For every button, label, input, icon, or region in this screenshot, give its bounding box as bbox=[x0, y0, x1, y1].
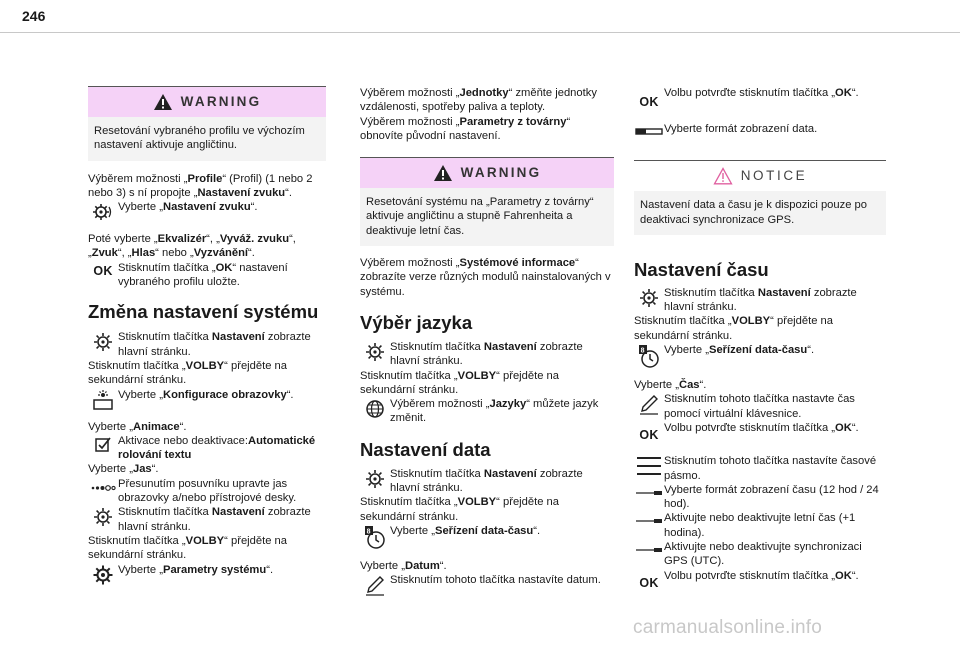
notice-triangle-icon bbox=[713, 167, 733, 185]
ok-button-label: OK bbox=[639, 575, 659, 590]
paragraph: Stisknutím tlačítka „VOLBY“ přejděte na sekundární stránku. bbox=[88, 534, 287, 562]
instruction-row: Stisknutím tohoto tlačítka nastavte čas pomocí virtuální klávesnice. bbox=[634, 392, 886, 421]
toggle-line-icon bbox=[635, 484, 663, 500]
settings-gear-icon bbox=[92, 331, 114, 353]
page-number: 246 bbox=[22, 8, 46, 24]
warning-triangle-icon bbox=[433, 164, 453, 182]
column-2 bbox=[360, 86, 614, 596]
paragraph: Stisknutím tlačítka „VOLBY“ přejděte na sekundární stránku. bbox=[360, 369, 559, 396]
date-time-clock-icon bbox=[637, 344, 661, 370]
instruction-row: Stisknutím tohoto tlačítka nastavíte časové pásmo. bbox=[634, 454, 886, 483]
instruction-row: Aktivujte nebo deaktivujte letní čas (+1 hodina). bbox=[634, 511, 886, 540]
paragraph: Vyberte „Jas“. bbox=[88, 463, 159, 476]
ok-button-label: OK bbox=[639, 95, 659, 109]
checkbox-icon bbox=[94, 435, 112, 453]
instruction-row: Vyberte „Konfigurace obrazovky“. bbox=[88, 388, 326, 411]
system-settings-icon bbox=[92, 564, 114, 586]
screen-brightness-icon bbox=[91, 389, 115, 411]
section-heading: Výběr jazyka bbox=[360, 311, 473, 333]
instruction-row: Vyberte formát zobrazení času (12 hod / 24 hod). bbox=[634, 483, 886, 512]
date-time-clock-icon bbox=[363, 525, 387, 551]
notice-title: NOTICE bbox=[740, 168, 808, 184]
paragraph: Výběrem možnosti „Profile“ (Profil) (1 nebo 2 nebo 3) s ní propojte „Nastavení zvuku“. bbox=[88, 172, 313, 199]
instruction-row: OK Volbu potvrďte stisknutím tlačítka „OK“. bbox=[634, 421, 886, 442]
paragraph: Stisknutím tlačítka „VOLBY“ přejděte na sekundární stránku. bbox=[634, 315, 833, 342]
settings-gear-icon bbox=[92, 506, 114, 528]
svg-text:8: 8 bbox=[366, 528, 371, 536]
paragraph: Stisknutím tlačítka „VOLBY“ přejděte na sekundární stránku. bbox=[88, 359, 287, 387]
pencil-edit-icon bbox=[638, 393, 660, 415]
instruction-row: Aktivujte nebo deaktivujte synchronizaci GPS (UTC). bbox=[634, 540, 886, 569]
instruction-row: OK Stisknutím tlačítka „OK“ nastavení vybraného profilu uložte. bbox=[88, 261, 326, 290]
instruction-row: 8 Vyberte „Seřízení data-času“. bbox=[634, 343, 886, 370]
top-divider bbox=[0, 32, 960, 33]
instruction-row: Stisknutím tlačítka Nastavení zobrazte hlavní stránku. bbox=[88, 330, 326, 359]
notice-box bbox=[634, 160, 886, 235]
instruction-row: 8 Vyberte „Seřízení data-času“. bbox=[360, 524, 614, 551]
instruction-row: Stisknutím tohoto tlačítka nastavíte datum. bbox=[360, 573, 614, 596]
column-1 bbox=[88, 86, 326, 586]
toggle-line-icon bbox=[635, 541, 663, 557]
instruction-row: OK Volbu potvrďte stisknutím tlačítka „OK“. bbox=[634, 569, 886, 590]
instruction-row: Stisknutím tlačítka Nastavení zobrazte hlavní stránku. bbox=[88, 505, 326, 534]
warning-box bbox=[360, 157, 614, 246]
instruction-row: OK Volbu potvrďte stisknutím tlačítka „OK“. bbox=[634, 86, 886, 109]
warning-text: Resetování systému na „Parametry z továrny“ aktivuje angličtinu a stupně Fahrenheita a deaktivuje letní čas. bbox=[366, 196, 594, 237]
sound-settings-icon bbox=[92, 201, 114, 223]
warning-triangle-icon bbox=[153, 93, 173, 111]
section-heading: Nastavení času bbox=[634, 258, 769, 280]
instruction-row: Vyberte „Nastavení zvuku“. bbox=[88, 200, 326, 223]
instruction-row: Aktivace nebo deaktivace:Automatické rolování textu bbox=[88, 434, 326, 463]
instruction-row: Výběrem možnosti „Jazyky“ můžete jazyk změnit. bbox=[360, 397, 614, 426]
ok-button-label: OK bbox=[639, 427, 659, 442]
section-heading: Změna nastavení systému bbox=[88, 301, 319, 323]
language-globe-icon bbox=[364, 398, 386, 420]
instruction-row: Stisknutím tlačítka Nastavení zobrazte hlavní stránku. bbox=[360, 340, 614, 369]
format-toggle-icon bbox=[635, 123, 663, 139]
settings-gear-icon bbox=[638, 287, 660, 309]
paragraph: Výběrem možnosti „Jednotky“ změňte jednotky vzdálenosti, spotřeby paliva a teploty. bbox=[360, 87, 597, 114]
paragraph: Výběrem možnosti „Parametry z továrny“ obnovíte původní nastavení. bbox=[360, 115, 571, 142]
settings-gear-icon bbox=[364, 341, 386, 363]
instruction-row: Stisknutím tlačítka Nastavení zobrazte hlavní stránku. bbox=[634, 286, 886, 315]
instruction-row: Vyberte „Parametry systému“. bbox=[88, 563, 326, 586]
toggle-line-icon bbox=[635, 512, 663, 528]
notice-header bbox=[634, 161, 886, 191]
ok-button-label: OK bbox=[93, 263, 113, 278]
instruction-row: Vyberte formát zobrazení data. bbox=[634, 122, 886, 139]
warning-box bbox=[88, 86, 326, 161]
paragraph: Vyberte „Datum“. bbox=[360, 559, 447, 572]
notice-text: Nastavení data a času je k dispozici pouze po deaktivaci synchronizace GPS. bbox=[640, 199, 867, 226]
column-3 bbox=[634, 86, 886, 590]
paragraph: Vyberte „Čas“. bbox=[634, 379, 707, 392]
warning-text: Resetování vybraného profilu ve výchozím nastavení aktivuje angličtinu. bbox=[94, 125, 305, 152]
paragraph: Poté vyberte „Ekvalizér“, „Vyváž. zvuku“, „Zvuk“, „Hlas“ nebo „Vyzvánění“. bbox=[88, 233, 296, 260]
paragraph: Stisknutím tlačítka „VOLBY“ přejděte na sekundární stránku. bbox=[360, 496, 559, 523]
settings-gear-icon bbox=[364, 468, 386, 490]
instruction-row: Stisknutím tlačítka Nastavení zobrazte hlavní stránku. bbox=[360, 467, 614, 496]
svg-text:8: 8 bbox=[640, 347, 645, 355]
warning-header bbox=[88, 87, 326, 117]
warning-title: WARNING bbox=[460, 165, 542, 181]
slider-dots-icon bbox=[90, 478, 116, 496]
section-heading: Nastavení data bbox=[360, 438, 491, 460]
warning-title: WARNING bbox=[180, 93, 262, 109]
pencil-edit-icon bbox=[364, 574, 386, 596]
paragraph: Vyberte „Animace“. bbox=[88, 420, 187, 433]
warning-header bbox=[360, 158, 614, 188]
instruction-row: Přesunutím posuvníku upravte jas obrazovky a/nebo přístrojové desky. bbox=[88, 477, 326, 506]
paragraph: Výběrem možnosti „Systémové informace“ zobrazíte verze různých modulů nainstalovaných v systému. bbox=[360, 257, 611, 298]
list-menu-icon bbox=[636, 455, 662, 477]
watermark: carmanualsonline.info bbox=[633, 617, 823, 638]
